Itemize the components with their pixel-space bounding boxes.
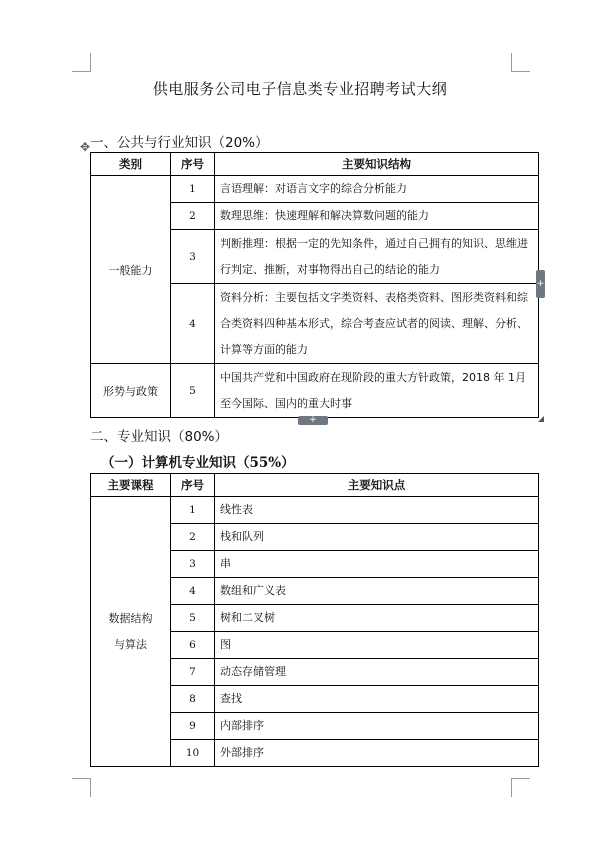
table-resize-handle-icon[interactable] xyxy=(538,416,544,422)
row-number: 5 xyxy=(171,605,215,632)
row-number: 5 xyxy=(171,364,215,418)
row-text: 查找 xyxy=(215,686,539,713)
row-text: 外部排序 xyxy=(215,740,539,767)
row-text: 树和二叉树 xyxy=(215,605,539,632)
header-number: 序号 xyxy=(171,153,215,176)
row-text: 数理思维：快速理解和解决算数问题的能力 xyxy=(215,203,539,230)
document-title: 供电服务公司电子信息类专业招聘考试大纲 xyxy=(152,80,448,98)
row-number: 8 xyxy=(171,686,215,713)
row-number: 10 xyxy=(171,740,215,767)
row-text: 资料分析：主要包括文字类资料、表格类资料、图形类资料和综合类资料四种基本形式，综合考查应试者的阅读、理解、分析、计算等方面的能力 xyxy=(215,284,539,364)
row-number: 4 xyxy=(171,284,215,364)
row-number: 2 xyxy=(171,524,215,551)
row-number: 3 xyxy=(171,230,215,284)
table-row xyxy=(91,364,539,418)
course-cell xyxy=(91,497,171,767)
row-text: 图 xyxy=(215,632,539,659)
knowledge-table-general xyxy=(90,152,539,418)
row-number: 3 xyxy=(171,551,215,578)
row-number: 4 xyxy=(171,578,215,605)
header-number: 序号 xyxy=(171,474,215,497)
header-category: 类别 xyxy=(91,153,171,176)
header-knowledge: 主要知识结构 xyxy=(215,153,539,176)
header-course: 主要课程 xyxy=(91,474,171,497)
section2-heading: 二、专业知识（80%） xyxy=(90,429,229,445)
section2-subheading: （一）计算机专业知识（55%） xyxy=(101,455,295,471)
row-text: 线性表 xyxy=(215,497,539,524)
row-text: 内部排序 xyxy=(215,713,539,740)
crop-mark-bottom-left xyxy=(72,778,91,797)
table-row xyxy=(91,176,539,203)
row-number: 1 xyxy=(171,497,215,524)
section1-heading: 一、公共与行业知识（20%） xyxy=(90,135,269,151)
crop-mark-bottom-right xyxy=(511,778,530,797)
table-header-row xyxy=(91,153,539,176)
row-text: 栈和队列 xyxy=(215,524,539,551)
course-name-line1: 数据结构 xyxy=(108,611,153,625)
category-cell: 形势与政策 xyxy=(91,364,171,418)
row-number: 2 xyxy=(171,203,215,230)
row-number: 6 xyxy=(171,632,215,659)
table-row xyxy=(91,497,539,524)
row-text: 数组和广义表 xyxy=(215,578,539,605)
row-number: 1 xyxy=(171,176,215,203)
crop-mark-top-left xyxy=(72,53,91,72)
course-name-line2: 与算法 xyxy=(114,637,147,651)
row-number: 9 xyxy=(171,713,215,740)
table-move-handle-icon[interactable]: ✥ xyxy=(79,140,91,154)
row-text: 判断推理：根据一定的先知条件，通过自己拥有的知识、思维进行判定、推断，对事物得出自己的结论的能力 xyxy=(215,230,539,284)
add-column-icon[interactable]: + xyxy=(536,270,545,298)
row-text: 动态存储管理 xyxy=(215,659,539,686)
crop-mark-top-right xyxy=(511,53,530,72)
row-number: 7 xyxy=(171,659,215,686)
add-row-icon[interactable]: + xyxy=(298,416,328,425)
table-header-row xyxy=(91,474,539,497)
knowledge-table-computer xyxy=(90,473,539,767)
row-text: 中国共产党和中国政府在现阶段的重大方针政策，2018 年 1月至今国际、国内的重大时事 xyxy=(215,364,539,418)
row-text: 串 xyxy=(215,551,539,578)
header-points: 主要知识点 xyxy=(215,474,539,497)
category-cell: 一般能力 xyxy=(91,176,171,364)
row-text: 言语理解：对语言文字的综合分析能力 xyxy=(215,176,539,203)
